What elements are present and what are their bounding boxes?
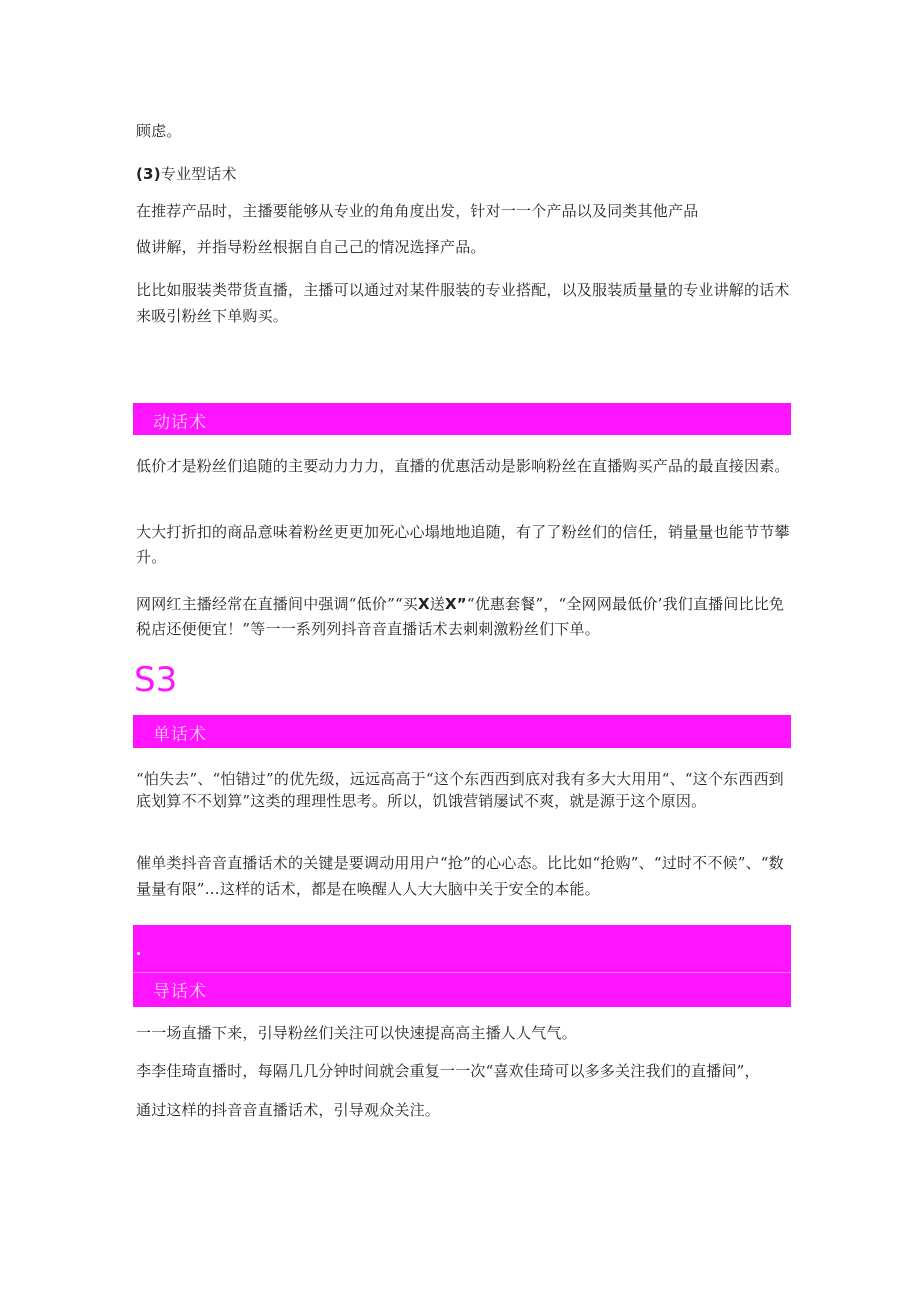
dong-paragraph-1: 低价才是粉丝们追随的主要动力力力，直播的优惠活动是影响粉丝在直播购买产品的最直接因素。 (136, 457, 790, 475)
section-title: 专业型话术 (160, 165, 237, 183)
band-label: 导话术 (153, 982, 207, 1002)
band-label: 动话术 (153, 413, 207, 433)
section-professional-heading (136, 163, 792, 185)
dong-p3-before: 网网红主播经常在直播间中强调“低价”“买 (136, 595, 419, 613)
band-divider (133, 972, 791, 973)
dong-p3-x2: X” (444, 595, 467, 613)
professional-line-2: 做讲解，并指导粉丝根据自自己己的情况选择产品。 (136, 238, 486, 256)
dong-p3-x1: X (418, 595, 430, 613)
dong-p3-mid: 送 (429, 595, 445, 613)
section-band-dong (133, 403, 791, 435)
dong-paragraph-2: 大大打折扣的商品意味着粉丝更更加死心心塌地地追随，有了了粉丝们的信任，销量量也能节节攀升。 (136, 523, 790, 566)
bullet-dot (137, 952, 140, 955)
dong-paragraph-3 (136, 592, 792, 642)
dao-paragraph-1: 一一场直播下来，引导粉丝们关注可以快速提高高主播人人气气。 (136, 1024, 577, 1042)
section-band-dan (133, 715, 791, 748)
dao-paragraph-3: 通过这样的抖音音直播话术，引导观众关注。 (136, 1101, 441, 1119)
intro-tail: 顾虑。 (136, 122, 182, 140)
section-band-dao (133, 925, 791, 1007)
dan-paragraph-2: 催单类抖音音直播话术的关键是要调动用用户“抢”的心心态。比比如“抢购”、“过时不不候”、“数量量有限”…这样的话术，都是在唤醒人人大大脑中关于安全的本能。 (136, 854, 784, 898)
professional-line-1: 在推荐产品时，主播要能够从专业的角角度出发，针对一一个产品以及同类其他产品 (136, 202, 699, 220)
heading-s3: S3 (134, 660, 178, 700)
dong-p3-after: “优惠套餐”，“全网网最低价’我们直播间比比免税店还便便宜！”等一一系列列抖音音直播话术去刺刺激粉丝们下单。 (136, 595, 785, 638)
band-label: 单话术 (153, 725, 207, 745)
dan-paragraph-1: “怕失去”、“怕错过”的优先级，远远高高于“这个东西西到底对我有多大大用用“、“这个东西西到底划算不不划算”这类的理理性思考。所以，饥饿营销屡试不爽，就是源于这个原因。 (136, 770, 784, 810)
dao-paragraph-2: 李李佳琦直播时，每隔几几分钟时间就会重复一一次“喜欢佳琦可以多多关注我们的直播间”， (136, 1062, 760, 1080)
section-number: (3) (136, 165, 161, 183)
professional-paragraph-2: 比比如服装类带货直播，主播可以通过对某件服装的专业搭配，以及服装质量量的专业讲解的话术来吸引粉丝下单购买。 (136, 281, 790, 325)
